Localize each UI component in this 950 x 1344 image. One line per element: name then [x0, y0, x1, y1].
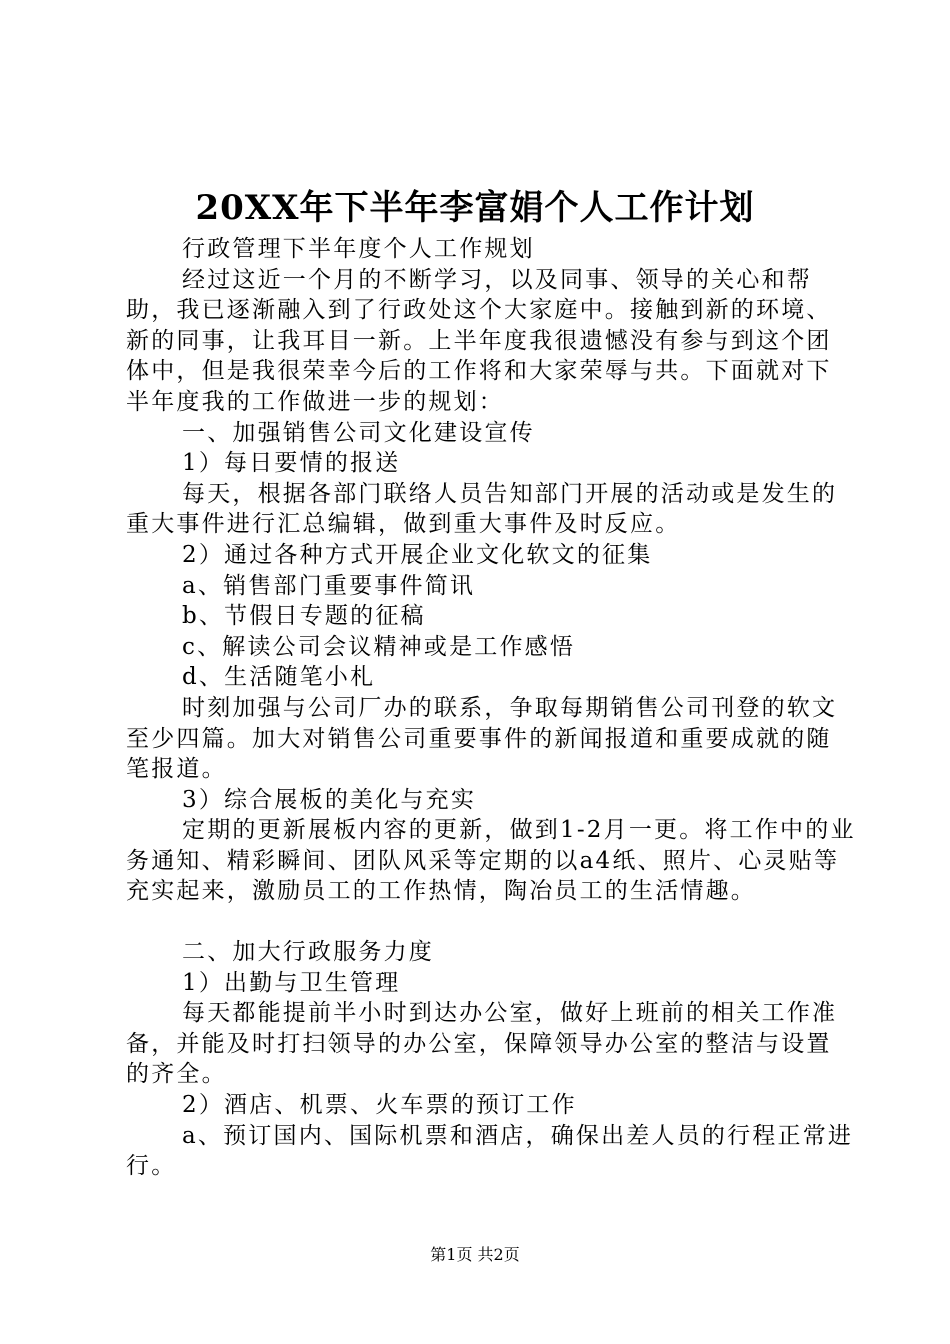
subsection-heading: 2）酒店、机票、火车票的预订工作 — [182, 1092, 577, 1119]
list-item: a、销售部门重要事件简讯 — [182, 572, 476, 599]
subsection-heading: 3）综合展板的美化与充实 — [182, 786, 477, 813]
document-body — [126, 234, 856, 1182]
subsection-heading: 1）出勤与卫生管理 — [182, 969, 401, 996]
list-item: a、预订国内、国际机票和酒店，确保出差人员的行程正常进行。 — [126, 1122, 854, 1180]
document-title: 20XX年下半年李富娟个人工作计划 — [195, 188, 755, 228]
section-heading-2: 二、加大行政服务力度 — [182, 939, 434, 966]
body-paragraph: 时刻加强与公司厂办的联系，争取每期销售公司刊登的软文至少四篇。加大对销售公司重要事件的新闻报道和重要成就的随笔报道。 — [126, 694, 838, 783]
section-heading-1: 一、加强销售公司文化建设宣传 — [182, 419, 535, 446]
subsection-heading: 2）通过各种方式开展企业文化软文的征集 — [182, 541, 653, 568]
list-item: c、解读公司会议精神或是工作感悟 — [182, 633, 576, 660]
body-paragraph: 每天，根据各部门联络人员告知部门开展的活动或是发生的重大事件进行汇总编辑，做到重大事件及时反应。 — [126, 480, 838, 538]
body-paragraph: 每天都能提前半小时到达办公室，做好上班前的相关工作准备，并能及时打扫领导的办公室，保障领导办公室的整洁与设置的齐全。 — [126, 1000, 838, 1088]
body-paragraph: 定期的更新展板内容的更新，做到1-2月一更。将工作中的业务通知、精彩瞬间、团队风采等定期的以a4纸、照片、心灵贴等充实起来，激励员工的工作热情，陶冶员工的生活情趣。 — [126, 817, 856, 905]
list-item: d、生活随笔小札 — [182, 664, 376, 691]
subsection-heading: 1）每日要情的报送 — [182, 450, 401, 477]
subtitle-paragraph: 行政管理下半年度个人工作规划 — [182, 236, 535, 262]
page-footer: 第1页 共2页 — [430, 1245, 520, 1264]
intro-paragraph: 经过这近一个月的不断学习，以及同事、领导的关心和帮助，我已逐渐融入到了行政处这个大家庭中。接触到新的环境、新的同事，让我耳目一新。上半年度我很遗憾没有参与到这个团体中，但是我很荣幸今后的工作将和大家荣辱与共。下面就对下半年度我的工作做进一步的规划： — [126, 266, 832, 415]
list-item: b、节假日专题的征稿 — [182, 603, 426, 630]
